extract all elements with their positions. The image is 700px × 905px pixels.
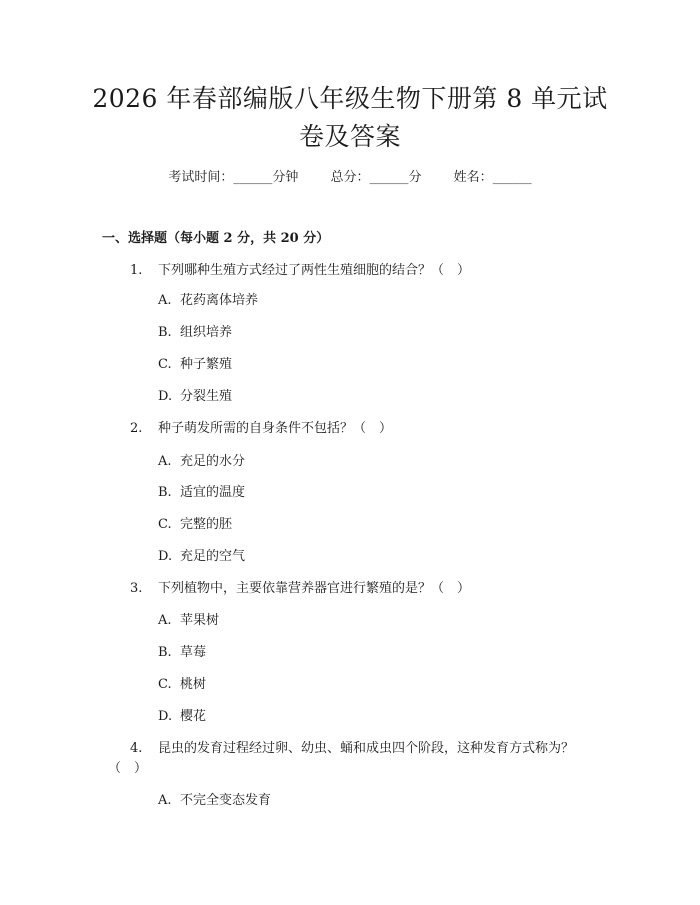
question-number: 3. [130, 581, 143, 596]
option-3c [158, 676, 206, 694]
option-letter: D. [158, 549, 173, 564]
option-2a [158, 453, 245, 471]
option-text: 种子繁殖 [180, 357, 233, 372]
option-text: 花药离体培养 [180, 293, 259, 308]
option-3b [158, 644, 206, 662]
option-letter: B. [158, 645, 172, 660]
option-letter: B. [158, 325, 172, 340]
option-text: 樱花 [180, 709, 207, 724]
option-4a [158, 792, 271, 810]
total-score-field: 总分：______分 [330, 170, 422, 185]
option-letter: D. [158, 389, 173, 404]
option-3a [158, 612, 219, 630]
option-2d [158, 548, 245, 566]
option-letter: B. [158, 485, 172, 500]
option-letter: C. [158, 357, 172, 372]
name-field: 姓名：______ [453, 170, 532, 185]
question-stem: 下列哪种生殖方式经过了两性生殖细胞的结合？（ ） [158, 263, 471, 278]
question-stem: 昆虫的发育过程经过卵、幼虫、蛹和成虫四个阶段，这种发育方式称为？ [158, 741, 575, 756]
option-letter: A. [158, 793, 172, 808]
title-line-1: 2026 年春部编版八年级生物下册第 8 单元试 [92, 84, 608, 113]
option-letter: A. [158, 613, 172, 628]
option-text: 适宜的温度 [180, 485, 246, 500]
option-text: 完整的胚 [180, 517, 233, 532]
question-number: 1. [130, 263, 143, 278]
question-4-stem-continuation: （ ） [108, 761, 148, 776]
option-letter: C. [158, 517, 172, 532]
question-number: 4. [130, 741, 143, 756]
option-letter: A. [158, 454, 172, 469]
section-heading: 一、选择题（每小题 2 分，共 20 分） [102, 231, 330, 246]
option-text: 充足的空气 [180, 549, 246, 564]
option-text: 苹果树 [180, 613, 220, 628]
option-text: 充足的水分 [180, 454, 246, 469]
option-letter: D. [158, 709, 173, 724]
exam-meta [0, 169, 700, 187]
option-2b [158, 484, 245, 502]
option-letter: C. [158, 677, 172, 692]
option-1a [158, 292, 258, 310]
option-text: 桃树 [180, 677, 207, 692]
question-stem: 下列植物中，主要依靠营养器官进行繁殖的是？（ ） [158, 581, 471, 596]
question-stem: 种子萌发所需的自身条件不包括？（ ） [158, 421, 393, 436]
option-1d [158, 388, 232, 406]
option-text: 草莓 [180, 645, 207, 660]
title-line-2: 卷及答案 [298, 122, 401, 151]
option-letter: A. [158, 293, 172, 308]
question-number: 2. [130, 421, 143, 436]
exam-time-field: 考试时间：______分钟 [168, 170, 299, 185]
option-1b [158, 324, 232, 342]
exam-title [90, 80, 610, 156]
option-3d [158, 708, 206, 726]
option-text: 分裂生殖 [180, 389, 233, 404]
option-text: 不完全变态发育 [180, 793, 272, 808]
option-2c [158, 516, 232, 534]
option-text: 组织培养 [180, 325, 233, 340]
option-1c [158, 356, 232, 374]
